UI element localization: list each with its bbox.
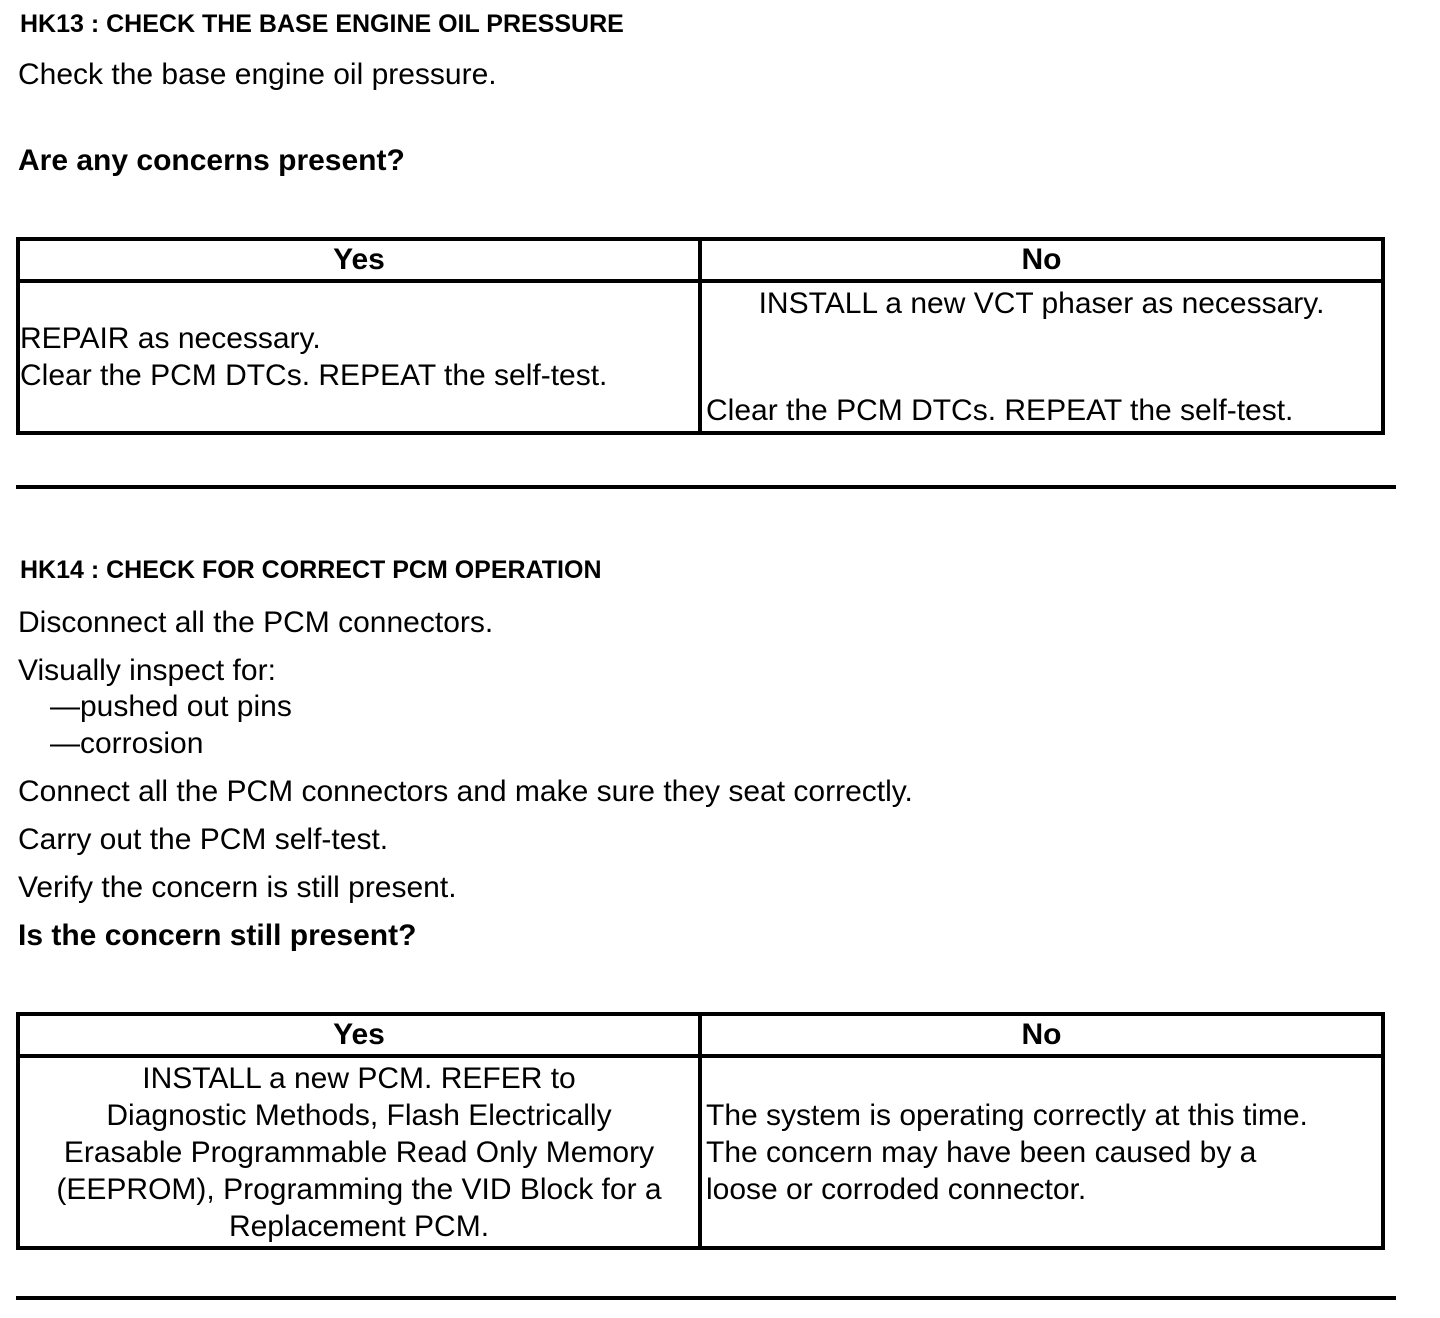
hk13-no-bottom: Clear the PCM DTCs. REPEAT the self-test. (706, 394, 1294, 427)
hk13-title: HK13 : CHECK THE BASE ENGINE OIL PRESSURE (20, 10, 624, 38)
hk14-no-line: The system is operating correctly at this time. (706, 1098, 1308, 1132)
section-divider (16, 485, 1396, 489)
hk14-result-table (16, 1012, 1385, 1250)
hk14-step-verify: Verify the concern is still present. (18, 871, 457, 904)
hk13-result-table (16, 237, 1385, 435)
hk14-no-line: The concern may have been caused by a (706, 1135, 1257, 1169)
hk13-no-top: INSTALL a new VCT phaser as necessary. (758, 287, 1325, 320)
hk13-yes-line: REPAIR as necessary. (20, 322, 321, 355)
hk14-yes-line: Diagnostic Methods, Flash Electrically (106, 1098, 612, 1132)
hk14-question: Is the concern still present? (18, 919, 417, 952)
hk13-question: Are any concerns present? (18, 144, 405, 177)
hk14-step-inspect: Visually inspect for: (18, 654, 276, 687)
hk13-instruction: Check the base engine oil pressure. (18, 58, 497, 91)
hk14-yes-line: Replacement PCM. (228, 1209, 490, 1243)
hk13-yes-header: Yes (18, 239, 700, 281)
hk14-title: HK14 : CHECK FOR CORRECT PCM OPERATION (20, 556, 602, 584)
hk14-step-connect: Connect all the PCM connectors and make sure they seat correctly. (18, 775, 913, 808)
hk14-no-line: loose or corroded connector. (706, 1172, 1087, 1206)
hk13-yes-cell (18, 281, 700, 433)
section-divider-bottom (16, 1296, 1396, 1300)
hk14-yes-cell (18, 1056, 700, 1248)
hk13-no-header: No (700, 239, 1383, 281)
hk14-no-header: No (700, 1014, 1383, 1056)
hk14-no-cell (700, 1056, 1383, 1248)
hk13-no-cell (700, 281, 1383, 433)
hk14-yes-line: INSTALL a new PCM. REFER to (142, 1061, 576, 1095)
hk14-yes-line: (EEPROM), Programming the VID Block for a (56, 1172, 662, 1206)
hk14-step-disconnect: Disconnect all the PCM connectors. (18, 606, 494, 639)
hk14-bullet-pins: —pushed out pins (50, 690, 292, 723)
hk14-yes-line: Erasable Programmable Read Only Memory (63, 1135, 655, 1169)
hk14-bullet-corrosion: —corrosion (50, 727, 204, 760)
hk13-yes-line: Clear the PCM DTCs. REPEAT the self-test. (20, 359, 608, 392)
hk14-yes-header: Yes (18, 1014, 700, 1056)
hk14-step-selftest: Carry out the PCM self-test. (18, 823, 389, 856)
